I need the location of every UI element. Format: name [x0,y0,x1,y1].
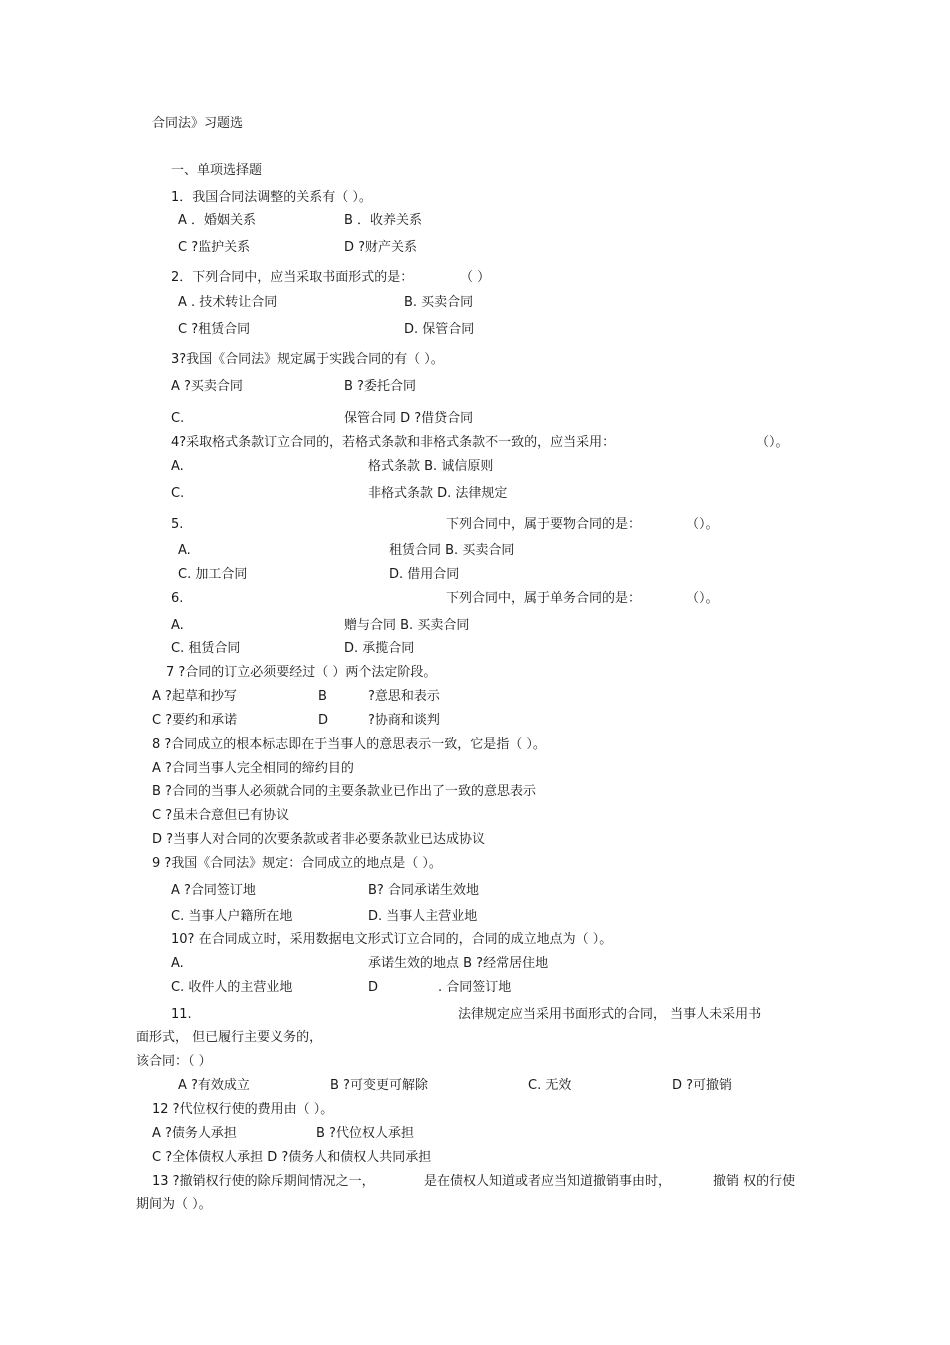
question-5-option-c: C. 加工合同 [178,567,248,582]
question-3-option-c-letter: C. [171,411,185,426]
question-4-option-a-letter: A. [171,459,184,474]
question-12-option-b: B ?代位权人承担 [316,1126,414,1141]
question-3-option-cd: 保管合同 D ?借贷合同 [344,411,474,426]
question-13-line-2: 期间为（ ）。 [136,1197,212,1212]
question-2-option-d: D. 保管合同 [404,322,475,337]
question-5-stem: 下列合同中，属于要物合同的是： [446,517,642,532]
question-9-option-d: D. 当事人主营业地 [368,909,478,924]
question-3-option-a: A ?买卖合同 [171,379,243,394]
question-11-option-a: A ?有效成立 [178,1078,250,1093]
question-9-option-c: C. 当事人户籍所在地 [171,909,293,924]
question-7-option-a: A ?起草和抄写 [152,689,237,704]
question-6-paren: （）。 [686,591,719,606]
question-1-option-b: B ．收养关系 [344,213,423,228]
question-11-option-c: C. 无效 [528,1078,572,1093]
question-12-stem: 12 ?代位权行使的费用由（ ）。 [152,1102,334,1117]
section-heading: 一、单项选择题 [171,163,263,178]
question-8-option-a: A ?合同当事人完全相同的缔约目的 [152,761,354,776]
question-6-number: 6. [171,591,184,606]
document-title: 合同法》习题选 [152,116,244,131]
question-6-stem: 下列合同中，属于单务合同的是： [446,591,642,606]
question-8-option-d: D ?当事人对合同的次要条款或者非必要条款业已达成协议 [152,832,486,847]
question-2-option-c: C ?租赁合同 [178,322,251,337]
question-11-line-3: 该合同：（ ） [136,1054,212,1069]
question-12-option-a: A ?债务人承担 [152,1126,237,1141]
question-7-option-b-letter: B [318,689,327,704]
question-8-option-b: B ?合同的当事人必须就合同的主要条款业已作出了一致的意思表示 [152,784,536,799]
question-11-number: 11. [171,1007,192,1022]
question-1-option-a: A ．婚姻关系 [178,213,257,228]
question-6-option-c: C. 租赁合同 [171,641,241,656]
question-2-paren: （ ） [460,270,491,285]
question-2-option-b: B. 买卖合同 [404,295,474,310]
question-13-stem-middle: 是在债权人知道或者应当知道撤销事由时， [424,1174,672,1189]
question-1-option-d: D ?财产关系 [344,240,418,255]
question-10-option-d-letter: D [368,980,379,995]
question-11-line-2: 面形式， 但已履行主要义务的， [136,1030,323,1045]
question-7-option-d-letter: D [318,713,329,728]
question-9-stem: 9 ?我国《合同法》规定：合同成立的地点是（ ）。 [152,856,442,871]
question-5-option-d: D. 借用合同 [389,567,460,582]
question-4-paren: （）。 [756,435,789,450]
question-13-stem: 13 ?撤销权行使的除斥期间情况之一， [152,1174,375,1189]
question-10-option-d: . 合同签订地 [438,980,512,995]
question-5-option-ab: 租赁合同 B. 买卖合同 [389,543,515,558]
question-7-stem: 7 ?合同的订立必须要经过（ ）两个法定阶段。 [166,665,437,680]
question-11-stem: 法律规定应当采用书面形式的合同， 当事人未采用书 [458,1007,762,1022]
question-8-stem: 8 ?合同成立的根本标志即在于当事人的意思表示一致，它是指（ ）。 [152,737,546,752]
question-1-stem: 1．我国合同法调整的关系有（ ）。 [171,190,372,205]
question-7-option-b: ?意思和表示 [368,689,440,704]
question-5-paren: （）。 [686,517,719,532]
question-11-option-b: B ?可变更可解除 [330,1078,428,1093]
question-9-option-a: A ?合同签订地 [171,883,256,898]
question-11-option-d: D ?可撤销 [672,1078,733,1093]
question-10-option-a-letter: A. [171,956,184,971]
question-5-option-a-letter: A. [178,543,191,558]
question-13-stem-end: 撤销 权的行使 [713,1174,796,1189]
question-12-option-cd: C ?全体债权人承担 D ?债务人和债权人共同承担 [152,1150,432,1165]
question-3-option-b: B ?委托合同 [344,379,416,394]
question-1-option-c: C ?监护关系 [178,240,251,255]
question-8-option-c: C ?虽未合意但已有协议 [152,808,290,823]
question-6-option-a-letter: A. [171,618,184,633]
question-10-option-c: C. 收件人的主营业地 [171,980,293,995]
question-4-option-c-letter: C. [171,486,185,501]
question-4-stem: 4?采取格式条款订立合同的，若格式条款和非格式条款不一致的，应当采用： [171,435,616,450]
question-6-option-ab: 赠与合同 B. 买卖合同 [344,618,470,633]
question-10-option-ab: 承诺生效的地点 B ?经常居住地 [368,956,549,971]
question-4-option-cd: 非格式条款 D. 法律规定 [368,486,508,501]
question-4-option-ab: 格式条款 B. 诚信原则 [368,459,494,474]
question-6-option-d: D. 承揽合同 [344,641,415,656]
question-3-stem: 3?我国《合同法》规定属于实践合同的有（ ）。 [171,352,444,367]
question-5-number: 5. [171,517,184,532]
question-2-option-a: A . 技术转让合同 [178,295,278,310]
question-9-option-b: B? 合同承诺生效地 [368,883,479,898]
question-7-option-d: ?协商和谈判 [368,713,440,728]
question-7-option-c: C ?要约和承诺 [152,713,238,728]
question-10-stem: 10? 在合同成立时，采用数据电文形式订立合同的，合同的成立地点为（ ）。 [171,932,613,947]
question-2-stem: 2．下列合同中，应当采取书面形式的是： [171,270,414,285]
